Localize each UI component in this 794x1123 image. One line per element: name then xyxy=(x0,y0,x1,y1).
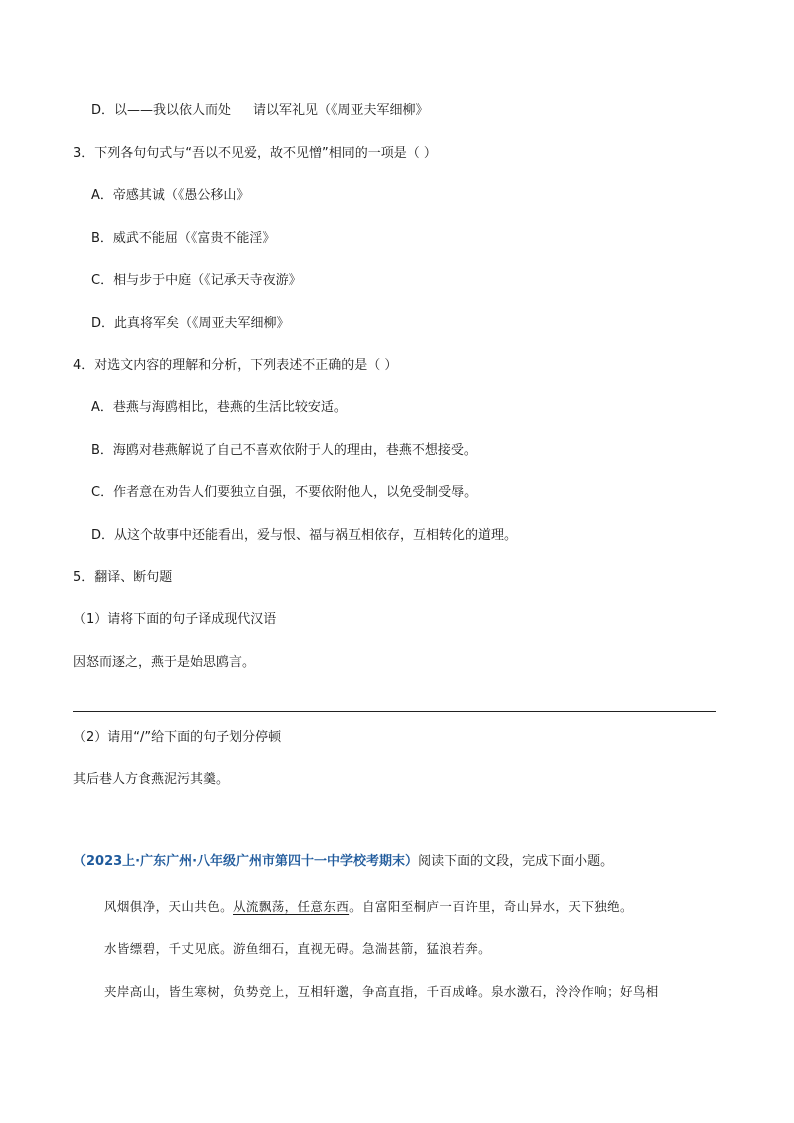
passage-header xyxy=(73,853,613,871)
passage-instruction: 阅读下面的文段，完成下面小题。 xyxy=(418,854,614,869)
q5-sub2-sentence: 其后巷人方食燕泥污其羹。 xyxy=(73,772,230,787)
q3-option-c: C．相与步于中庭（《记承天寺夜游》 xyxy=(91,273,302,288)
q3-option-b: B．威武不能屈（《富贵不能淫》 xyxy=(91,231,276,246)
passage-source: （2023上·广东广州·八年级广州市第四十一中学校考期末） xyxy=(73,854,419,869)
q5-stem: 5．翻译、断句题 xyxy=(73,570,173,585)
q4-stem: 4．对选文内容的理解和分析，下列表述不正确的是（ ） xyxy=(73,358,398,373)
passage-line-1 xyxy=(104,898,633,916)
answer-line[interactable] xyxy=(73,711,716,712)
q2-option-d xyxy=(91,102,429,120)
q3-option-a: A．帝感其诚（《愚公移山》 xyxy=(91,188,250,203)
passage-underlined-phrase: 从流飘荡，任意东西 xyxy=(233,899,350,914)
q4-option-a: A．巷燕与海鸥相比，巷燕的生活比较安适。 xyxy=(91,400,347,415)
passage-line-1-b: 。自富阳至桐庐一百许里，奇山异水，天下独绝。 xyxy=(349,899,633,914)
passage-line-2: 水皆缥碧，千丈见底。游鱼细石，直视无碍。急湍甚箭，猛浪若奔。 xyxy=(104,941,492,956)
q3-stem: 3．下列各句句式与“吾以不见爱，故不见憎”相同的一项是（ ） xyxy=(73,146,437,161)
q2-option-d-text2: 请以军礼见（《周亚夫军细柳》 xyxy=(253,103,429,118)
q4-option-c: C．作者意在劝告人们要独立自强，不要依附他人，以免受制受辱。 xyxy=(91,485,478,500)
q2-option-d-text: D．以——我以依人而处 xyxy=(91,103,232,118)
q5-sub1-sentence: 因怒而逐之，燕于是始思鸥言。 xyxy=(73,655,256,670)
passage-line-3: 夹岸高山，皆生寒树，负势竞上，互相轩邈，争高直指，千百成峰。泉水激石，泠泠作响；好鸟相 xyxy=(104,984,659,999)
q5-sub2-label: （2）请用“/”给下面的句子划分停顿 xyxy=(73,730,282,745)
q4-option-d: D．从这个故事中还能看出，爱与恨、福与祸互相依存，互相转化的道理。 xyxy=(91,528,518,543)
q3-option-d: D．此真将军矣（《周亚夫军细柳》 xyxy=(91,316,290,331)
passage-line-1-a: 风烟俱净，天山共色。 xyxy=(104,899,234,914)
q4-option-b: B．海鸥对巷燕解说了自己不喜欢依附于人的理由，巷燕不想接受。 xyxy=(91,443,477,458)
q5-sub1-label: （1）请将下面的句子译成现代汉语 xyxy=(73,612,277,627)
